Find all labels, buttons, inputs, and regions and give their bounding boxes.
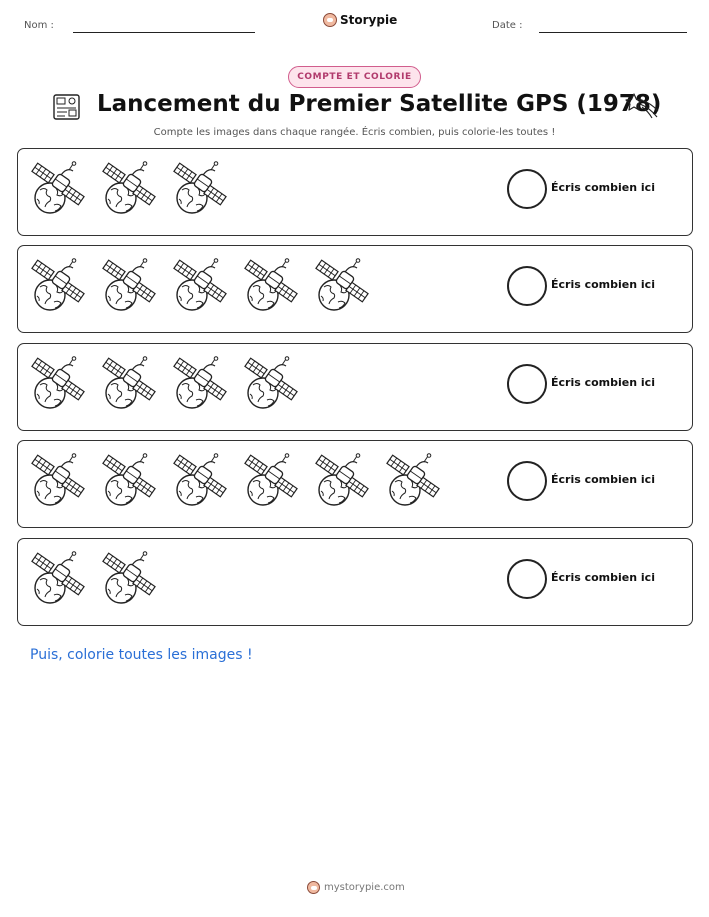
satellite-earth-icon[interactable] — [173, 258, 229, 314]
count-row-5 — [17, 538, 693, 626]
satellite-earth-icon[interactable] — [244, 356, 300, 412]
storypie-logo-icon — [323, 13, 337, 27]
shooting-star-icon — [625, 93, 659, 119]
brand-name: Storypie — [340, 13, 398, 27]
satellite-earth-icon[interactable] — [31, 161, 87, 217]
satellite-earth-icon[interactable] — [315, 258, 371, 314]
satellite-earth-icon[interactable] — [244, 453, 300, 509]
satellite-earth-icon[interactable] — [173, 161, 229, 217]
instructions: Compte les images dans chaque rangée. Écris combien, puis colorie-les toutes ! — [153, 127, 556, 138]
answer-label: Écris combien ici — [551, 376, 655, 389]
satellite-earth-icon[interactable] — [31, 453, 87, 509]
answer-circle[interactable] — [507, 559, 547, 599]
activity-badge: COMPTE ET COLORIE — [288, 66, 421, 88]
answer-label: Écris combien ici — [551, 473, 655, 486]
page-title: Lancement du Premier Satellite GPS (1978) — [97, 91, 662, 117]
satellite-earth-icon[interactable] — [102, 551, 158, 607]
answer-circle[interactable] — [507, 461, 547, 501]
count-row-2 — [17, 245, 693, 333]
computer-icon — [53, 94, 80, 120]
answer-circle[interactable] — [507, 364, 547, 404]
satellite-earth-icon[interactable] — [315, 453, 371, 509]
satellite-earth-icon[interactable] — [31, 258, 87, 314]
date-line[interactable] — [539, 32, 687, 33]
satellite-earth-icon[interactable] — [173, 453, 229, 509]
satellite-earth-icon[interactable] — [102, 258, 158, 314]
brand-logo — [323, 13, 397, 27]
count-row-4 — [17, 440, 693, 528]
name-label: Nom : — [24, 20, 54, 31]
site-footer — [307, 881, 405, 894]
satellite-earth-icon[interactable] — [102, 356, 158, 412]
date-label: Date : — [492, 20, 523, 31]
storypie-logo-icon — [307, 881, 320, 894]
answer-label: Écris combien ici — [551, 571, 655, 584]
satellite-earth-icon[interactable] — [102, 453, 158, 509]
count-row-1 — [17, 148, 693, 236]
satellite-earth-icon[interactable] — [31, 356, 87, 412]
coloring-note: Puis, colorie toutes les images ! — [30, 647, 253, 663]
name-line[interactable] — [73, 32, 255, 33]
satellite-earth-icon[interactable] — [244, 258, 300, 314]
satellite-earth-icon[interactable] — [31, 551, 87, 607]
site-url: mystorypie.com — [324, 882, 405, 893]
answer-label: Écris combien ici — [551, 278, 655, 291]
answer-circle[interactable] — [507, 169, 547, 209]
satellite-earth-icon[interactable] — [102, 161, 158, 217]
answer-circle[interactable] — [507, 266, 547, 306]
satellite-earth-icon[interactable] — [173, 356, 229, 412]
count-row-3 — [17, 343, 693, 431]
satellite-earth-icon[interactable] — [386, 453, 442, 509]
answer-label: Écris combien ici — [551, 181, 655, 194]
